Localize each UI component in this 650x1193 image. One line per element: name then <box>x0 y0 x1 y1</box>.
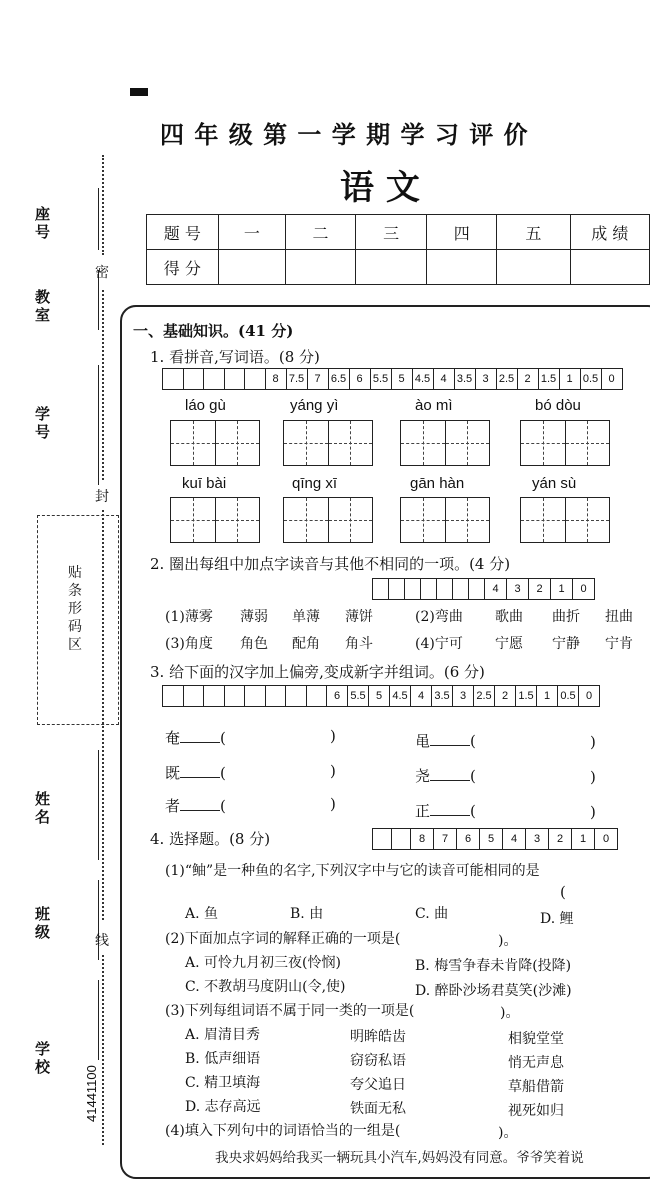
q2-option[interactable]: 薄饼 <box>345 609 373 625</box>
q2-option[interactable]: 歌曲 <box>495 609 523 625</box>
score-cell[interactable]: 5 <box>392 369 413 389</box>
score-cell[interactable]: 1.5 <box>539 369 560 389</box>
score-header-cell: 五 <box>497 215 571 250</box>
section1-title: 一、基础知识。(41 分) <box>133 322 294 340</box>
score-cell[interactable]: 4 <box>411 686 432 706</box>
score-cell[interactable]: 2 <box>529 579 551 599</box>
score-cell[interactable]: 2 <box>518 369 539 389</box>
writing-grid[interactable] <box>400 420 490 466</box>
score-header-cell: 四 <box>427 215 497 250</box>
q2-title: 2. 圈出每组中加点字读音与其他不相同的一项。(4 分) <box>150 555 511 573</box>
score-cell[interactable] <box>245 369 266 389</box>
q3-paren: ( <box>470 802 476 820</box>
q4-option-word: 相貌堂堂 <box>508 1031 564 1047</box>
student-no-write-line[interactable] <box>98 365 99 485</box>
score-cell[interactable]: 5 <box>480 829 503 849</box>
q4-option[interactable]: D. 志存高远 <box>185 1099 261 1115</box>
pinyin-label: yáng yì <box>290 397 339 414</box>
score-header-cell: 二 <box>286 215 356 250</box>
score-cell[interactable]: 7.5 <box>287 369 308 389</box>
score-cell[interactable] <box>421 579 437 599</box>
q3-blank[interactable] <box>430 780 470 781</box>
score-cell[interactable]: 2.5 <box>474 686 495 706</box>
score-cell[interactable] <box>389 579 405 599</box>
q4-option[interactable]: D. 醉卧沙场君莫笑(沙滩) <box>415 983 572 999</box>
score-cell[interactable]: 1 <box>560 369 581 389</box>
score-cell[interactable]: 0 <box>585 690 593 702</box>
q4-sub3-end: )。 <box>500 1005 520 1021</box>
exam-title: 四 年 级 第 一 学 期 学 习 评 价 <box>160 120 529 149</box>
class-label: 班级 <box>35 905 51 941</box>
score-cell[interactable] <box>163 686 184 706</box>
q3-blank[interactable] <box>180 810 220 811</box>
name-label: 姓名 <box>35 790 51 826</box>
score-cell[interactable]: 6 <box>457 829 480 849</box>
score-cell[interactable] <box>204 686 225 706</box>
score-cell[interactable]: 7 <box>308 369 329 389</box>
q3-item <box>415 730 476 751</box>
seal-dotted-line <box>102 290 104 480</box>
q3-item <box>415 800 476 821</box>
q2-option[interactable]: (3)角度 <box>165 636 213 652</box>
score-cell[interactable]: 1.5 <box>516 686 537 706</box>
pinyin-label: kuī bài <box>182 475 227 492</box>
score-cell[interactable]: 3.5 <box>432 686 453 706</box>
q4-sub1-paren[interactable]: ( <box>560 883 566 901</box>
q3-char: 正 <box>415 802 431 820</box>
score-cell[interactable]: 3 <box>507 579 529 599</box>
writing-grid[interactable] <box>520 497 610 543</box>
score-input[interactable] <box>497 250 571 285</box>
q2-option[interactable]: 宁肯 <box>605 636 633 652</box>
score-cell[interactable]: 0 <box>602 833 610 845</box>
score-cell[interactable]: 3 <box>526 829 549 849</box>
q4-option[interactable]: B. 低声细语 <box>185 1051 261 1067</box>
q4-option-word: 夸父追日 <box>350 1077 406 1093</box>
school-label: 学校 <box>35 1040 51 1076</box>
score-cell[interactable] <box>266 686 287 706</box>
score-cell[interactable] <box>373 829 392 849</box>
q4-option-word: 视死如归 <box>508 1103 564 1119</box>
score-cell[interactable]: 4.5 <box>390 686 411 706</box>
score-cell[interactable] <box>225 686 246 706</box>
writing-grid[interactable] <box>520 420 610 466</box>
q4-sub2-end: )。 <box>498 933 518 949</box>
seat-label: 座号 <box>35 205 51 241</box>
score-cell[interactable]: 3 <box>476 369 497 389</box>
q3-paren-close: ) <box>330 762 336 780</box>
score-row-label: 得 分 <box>147 250 219 285</box>
q4-sub2: (2)下面加点字词的解释正确的一项是( <box>165 931 401 947</box>
q3-paren-close: ) <box>330 795 336 813</box>
registration-mark <box>130 88 148 96</box>
pinyin-label: qīng xī <box>292 475 338 492</box>
q4-sub4: (4)填入下列句中的词语恰当的一组是( <box>165 1123 401 1139</box>
q2-score-scale[interactable] <box>372 578 595 600</box>
score-cell[interactable]: 0.5 <box>581 369 602 389</box>
score-header-cell: 一 <box>218 215 286 250</box>
score-cell[interactable]: 7 <box>434 829 457 849</box>
pinyin-label: bó dòu <box>535 397 581 414</box>
q3-item <box>415 765 476 786</box>
score-cell[interactable] <box>184 686 205 706</box>
score-cell[interactable] <box>405 579 421 599</box>
q3-char: 尧 <box>415 767 431 785</box>
score-cell[interactable]: 4 <box>434 369 455 389</box>
q2-option[interactable]: 宁静 <box>552 636 580 652</box>
q4-option[interactable]: B. 梅雪争春未肯降(投降) <box>415 958 572 974</box>
q2-option[interactable]: 宁愿 <box>495 636 523 652</box>
score-input[interactable] <box>218 250 286 285</box>
score-cell[interactable]: 0 <box>580 583 587 595</box>
score-input[interactable] <box>570 250 649 285</box>
q3-item <box>165 795 226 816</box>
score-cell[interactable]: 1 <box>572 829 595 849</box>
q4-sub4-end: )。 <box>498 1125 518 1141</box>
q4-option[interactable]: B. 由 <box>290 906 324 922</box>
score-header-cell: 题 号 <box>147 215 219 250</box>
score-cell[interactable]: 4 <box>485 579 507 599</box>
q4-option-word: 悄无声息 <box>508 1055 564 1071</box>
q4-sub4-text: 我央求妈妈给我买一辆玩具小汽车,妈妈没有同意。爷爷笑着说 <box>215 1150 584 1166</box>
q2-option[interactable]: 单薄 <box>292 609 320 625</box>
q4-option[interactable]: C. 精卫填海 <box>185 1075 261 1091</box>
pinyin-label: ào mì <box>415 397 453 414</box>
q4-option-word: 铁面无私 <box>350 1101 406 1117</box>
writing-grid[interactable] <box>400 497 490 543</box>
q2-option[interactable]: 配角 <box>292 636 320 652</box>
q4-option-word: 草船借箭 <box>508 1079 564 1095</box>
score-cell[interactable] <box>307 686 328 706</box>
q2-option[interactable]: 薄弱 <box>240 609 268 625</box>
q3-char: 奄 <box>165 729 181 747</box>
q2-option[interactable]: (2)弯曲 <box>415 609 463 625</box>
q2-option[interactable]: (4)宁可 <box>415 636 463 652</box>
q2-option[interactable]: (1)薄雾 <box>165 609 213 625</box>
score-cell[interactable] <box>245 686 266 706</box>
score-cell[interactable]: 1 <box>537 686 558 706</box>
score-cell[interactable] <box>437 579 453 599</box>
q4-option[interactable]: D. 鲤 <box>540 911 574 927</box>
q3-title: 3. 给下面的汉字加上偏旁,变成新字并组词。(6 分) <box>150 663 485 681</box>
q2-option[interactable]: 角斗 <box>345 636 373 652</box>
score-cell[interactable] <box>392 829 411 849</box>
score-cell[interactable]: 1 <box>551 579 573 599</box>
score-input[interactable] <box>286 250 356 285</box>
score-cell[interactable] <box>469 579 485 599</box>
q3-item <box>165 727 226 748</box>
writing-grid[interactable] <box>170 497 260 543</box>
subject-title: 语 文 <box>340 168 420 208</box>
pinyin-label: láo gù <box>185 397 226 414</box>
feng-label: 封 <box>95 489 109 505</box>
q3-char: 者 <box>165 797 181 815</box>
q4-sub1: (1)“鲉”是一种鱼的名字,下列汉字中与它的读音可能相同的是 <box>165 863 540 879</box>
q4-option[interactable]: A. 眉清目秀 <box>185 1027 261 1043</box>
score-cell[interactable]: 2 <box>549 829 572 849</box>
q3-blank[interactable] <box>180 742 220 743</box>
q3-paren: ( <box>220 797 226 815</box>
q3-paren: ( <box>470 767 476 785</box>
q3-blank[interactable] <box>430 745 470 746</box>
q4-score-scale[interactable] <box>372 828 618 850</box>
score-cell[interactable]: 3 <box>453 686 474 706</box>
score-cell[interactable] <box>453 579 469 599</box>
school-write-line[interactable] <box>98 980 99 1060</box>
q2-option[interactable]: 角色 <box>240 636 268 652</box>
q4-option-word: 窃窃私语 <box>350 1053 406 1069</box>
q3-paren: ( <box>220 764 226 782</box>
score-cell[interactable] <box>225 369 246 389</box>
q2-option[interactable]: 扭曲 <box>605 609 633 625</box>
barcode-area-label: 贴条形码区 <box>68 565 82 653</box>
score-cell[interactable]: 5.5 <box>371 369 392 389</box>
writing-grid[interactable] <box>170 420 260 466</box>
seal-dotted-line <box>102 955 104 1145</box>
score-cell[interactable]: 5 <box>369 686 390 706</box>
score-cell[interactable] <box>373 579 389 599</box>
mi-label: 密 <box>95 265 109 281</box>
q3-paren: ( <box>220 729 226 747</box>
pinyin-label: yán sù <box>532 475 577 492</box>
q4-title: 4. 选择题。(8 分) <box>150 830 271 848</box>
score-header-cell: 三 <box>355 215 427 250</box>
student-no-label: 学号 <box>35 405 51 441</box>
q3-score-scale[interactable] <box>162 685 600 707</box>
q4-sub3: (3)下列每组词语不属于同一类的一项是( <box>165 1003 415 1019</box>
score-cell[interactable]: 5.5 <box>348 686 369 706</box>
q4-option[interactable]: A. 可怜九月初三夜(怜悯) <box>185 955 341 971</box>
q4-option[interactable]: A. 鱼 <box>185 906 219 922</box>
q3-char: 既 <box>165 764 181 782</box>
score-cell[interactable]: 6 <box>350 369 371 389</box>
q4-option[interactable]: C. 不教胡马度阴山(令,使) <box>185 979 346 995</box>
q1-score-scale[interactable] <box>162 368 623 390</box>
score-cell[interactable]: 2 <box>495 686 516 706</box>
seal-dotted-line <box>102 155 104 255</box>
q4-option[interactable]: C. 曲 <box>415 906 449 922</box>
name-write-line[interactable] <box>98 750 99 860</box>
q3-paren: ( <box>470 732 476 750</box>
writing-grid[interactable] <box>283 497 373 543</box>
score-cell[interactable] <box>286 686 307 706</box>
score-cell[interactable]: 8 <box>266 369 287 389</box>
score-cell[interactable]: 3.5 <box>455 369 476 389</box>
score-cell[interactable]: 2.5 <box>497 369 518 389</box>
score-input[interactable] <box>427 250 497 285</box>
classroom-label: 教室 <box>35 288 51 324</box>
score-cell[interactable] <box>163 369 184 389</box>
q2-option[interactable]: 曲折 <box>552 609 580 625</box>
score-cell[interactable]: 4.5 <box>413 369 434 389</box>
q3-paren-close: ) <box>590 733 596 751</box>
q4-option-word: 明眸皓齿 <box>350 1029 406 1045</box>
score-cell[interactable]: 4 <box>503 829 526 849</box>
q3-item <box>165 762 226 783</box>
seat-write-line[interactable] <box>98 188 99 250</box>
xian-label: 线 <box>95 933 109 949</box>
writing-grid[interactable] <box>283 420 373 466</box>
pinyin-label: gān hàn <box>410 475 465 492</box>
score-input[interactable] <box>355 250 427 285</box>
score-cell[interactable]: 0.5 <box>558 686 579 706</box>
q3-paren-close: ) <box>590 803 596 821</box>
score-header-cell: 成 绩 <box>570 215 649 250</box>
score-table <box>146 214 650 285</box>
score-cell[interactable] <box>204 369 225 389</box>
score-cell[interactable]: 6.5 <box>329 369 350 389</box>
q3-blank[interactable] <box>180 777 220 778</box>
q1-title: 1. 看拼音,写词语。(8 分) <box>150 348 320 366</box>
score-cell[interactable]: 6 <box>327 686 348 706</box>
code-digits: 41441100 <box>84 1065 99 1122</box>
score-cell[interactable] <box>184 369 205 389</box>
barcode-area[interactable] <box>37 515 119 725</box>
q3-paren-close: ) <box>330 727 336 745</box>
q3-char: 黾 <box>415 732 431 750</box>
q3-blank[interactable] <box>430 815 470 816</box>
q3-paren-close: ) <box>590 768 596 786</box>
score-cell[interactable]: 0 <box>608 373 615 385</box>
score-cell[interactable]: 8 <box>411 829 434 849</box>
